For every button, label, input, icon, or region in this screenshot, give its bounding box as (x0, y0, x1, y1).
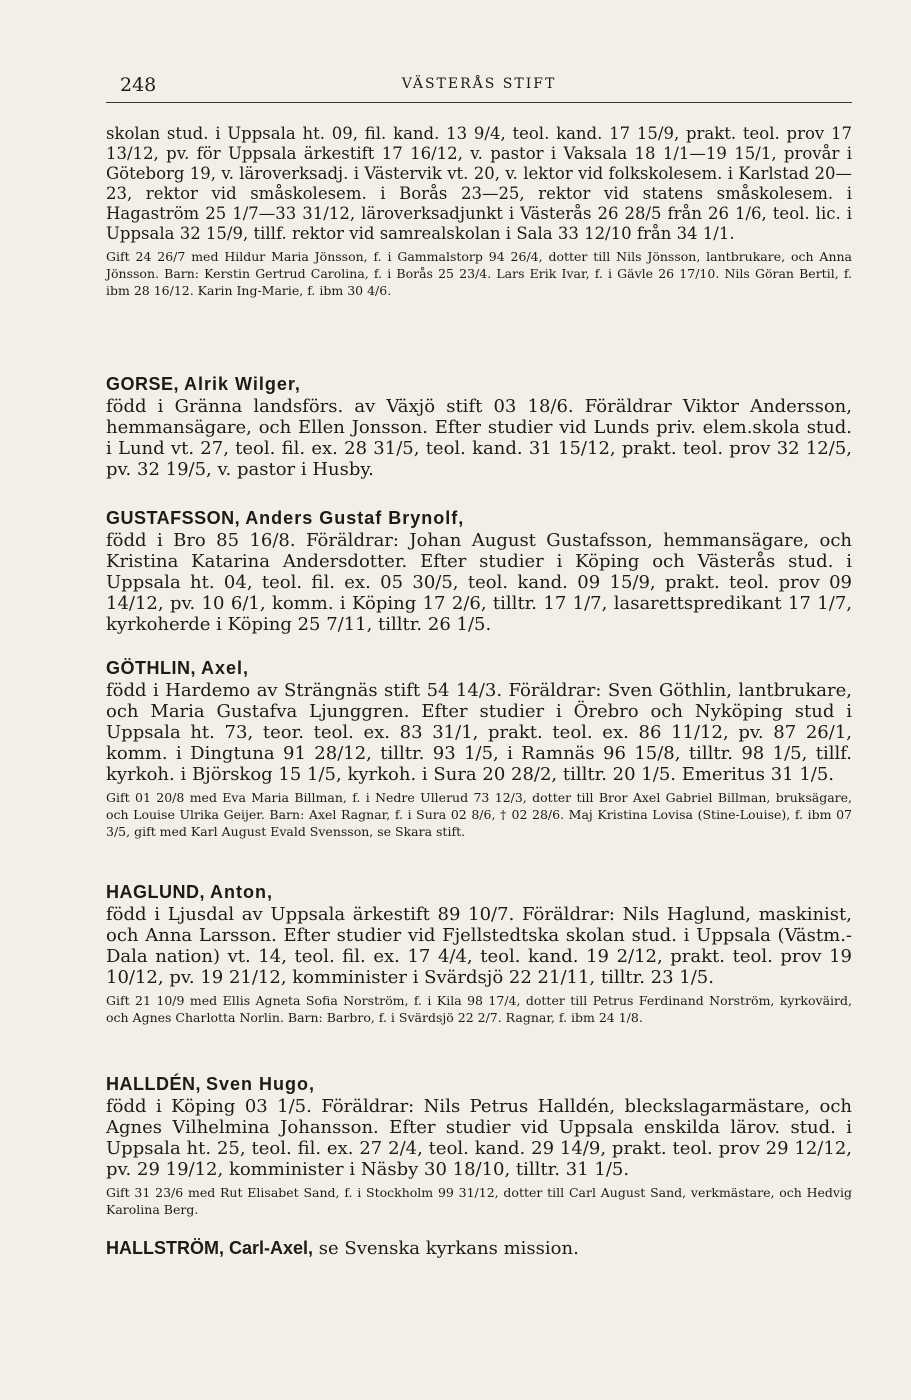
entry-family: Gift 31 23/6 med Rut Elisabet Sand, f. i Stockholm 99 31/12, dotter till Carl August Sand, verkmästare, och Hedvig Karolina Berg. (106, 1185, 852, 1217)
entry-given-names: Anders Gustaf Brynolf, (245, 508, 465, 528)
entry-given-names: Axel, (201, 658, 250, 678)
entry-name (106, 506, 852, 530)
entry-name (106, 1072, 852, 1096)
entry-surname: HAGLUND, (106, 882, 205, 902)
page-header (106, 66, 852, 103)
entry-body: född i Bro 85 16/8. Föräldrar: Johan August Gustafsson, hemmansägare, och Kristina Katarina Andersdotter. Efter studier i Köping och Västerås stud. i Uppsala ht. 04, teol. fil. ex. 05 30/5, teol. kand. 09 15/9, prakt. teol. prov 09 14/12, pv. 10 6/1, komm. i Köping 17 2/6, tilltr. 17 1/7, lasarettspredikant 17 1/7, kyrkoherde i Köping 25 7/11, tilltr. 26 1/5. (106, 530, 852, 635)
entry-given-names: Sven Hugo, (206, 1074, 316, 1094)
entry-given-names: Alrik Wilger, (184, 374, 301, 394)
entry-body: född i Hardemo av Strängnäs stift 54 14/3. Föräldrar: Sven Göthlin, lantbrukare, och Maria Gustafva Ljunggren. Efter studier i Örebro och Nyköping stud i Uppsala ht. 73, teor. teol. ex. 83 31/1, prakt. teol. ex. 86 11/12, pv. 87 26/1, komm. i Dingtuna 91 28/12, tilltr. 93 1/5, i Ramnäs 96 15/8, tilltr. 98 1/5, tillf. kyrkoh. i Björskog 15 1/5, kyrkoh. i Sura 20 28/2, tilltr. 20 1/5. Emeritus 31 1/5. (106, 680, 852, 785)
cross-reference-note: se Svenska kyrkans mission. (318, 1238, 579, 1259)
entry-surname: GORSE, (106, 374, 180, 394)
entry-gustafsson (106, 506, 852, 635)
entry-body: född i Ljusdal av Uppsala ärkestift 89 10/7. Föräldrar: Nils Haglund, maskinist, och Anna Larsson. Efter studier vid Fjellstedtska skolan stud. i Uppsala (Västm.-Dala nation) vt. 14, teol. fil. ex. 17 4/4, teol. kand. 19 2/12, prakt. teol. prov 19 10/12, pv. 19 21/12, komminister i Svärdsjö 22 21/11, tilltr. 23 1/5. (106, 904, 852, 988)
entry-name (106, 656, 852, 680)
entry-name (106, 880, 852, 904)
entry-surname: GUSTAFSSON, (106, 508, 241, 528)
running-title: VÄSTERÅS STIFT (401, 76, 557, 92)
entry-family: Gift 24 26/7 med Hildur Maria Jönsson, f. i Gammalstorp 94 26/4, dotter till Nils Jönsson, lantbrukare, och Anna Jönsson. Barn: Kerstin Gertrud Carolina, f. i Borås 25 23/4. Lars Erik Ivar, f. i Gävle 26 17/10. Nils Göran Bertil, f. ibm 28 16/12. Karin Ing-Marie, f. ibm 30 4/6. (106, 249, 852, 298)
cross-reference (106, 1236, 852, 1261)
entry-hallden (106, 1072, 852, 1218)
entry-body: född i Gränna landsförs. av Växjö stift 03 18/6. Föräldrar Viktor Andersson, hemmansägare, och Ellen Jonsson. Efter studier vid Lunds priv. elem.skola stud. i Lund vt. 27, teol. fil. ex. 28 31/5, teol. kand. 31 15/12, prakt. teol. prov 32 12/5, pv. 32 19/5, v. pastor i Husby. (106, 396, 852, 480)
entry-body: skolan stud. i Uppsala ht. 09, fil. kand. 13 9/4, teol. kand. 17 15/9, prakt. teol. prov 17 13/12, pv. för Uppsala ärkestift 17 16/12, v. pastor i Vaksala 18 1/1—19 15/1, provår i Göteborg 19, v. läroverksadj. i Västervik vt. 20, v. lektor vid folkskolesem. i Karlstad 20—23, rektor vid småskolesem. i Borås 23—25, rektor vid statens småskolesem. i Hagaström 25 1/7—33 31/12, läroverksadjunkt i Västerås 26 28/5 från 26 1/6, teol. lic. i Uppsala 32 15/9, tillf. rektor vid samrealskolan i Sala 33 12/10 från 34 1/1. (106, 124, 852, 243)
entry-gothlin (106, 656, 852, 840)
cross-reference-name: HALLSTRÖM, Carl-Axel, (106, 1238, 314, 1258)
entry-name (106, 372, 852, 396)
entry-haglund (106, 880, 852, 1026)
entry-family: Gift 01 20/8 med Eva Maria Billman, f. i Nedre Ullerud 73 12/3, dotter till Bror Axel Gabriel Billman, bruksägare, och Louise Ulrika Geijer. Barn: Axel Ragnar, f. i Sura 02 8/6, † 02 28/6. Maj Kristina Lovisa (Stine-Louise), f. ibm 07 3/5, gift med Karl August Evald Svensson, se Skara stift. (106, 790, 852, 839)
entry-given-names: Anton, (210, 882, 273, 902)
entry-surname: HALLDÉN, (106, 1074, 201, 1094)
entry-body: född i Köping 03 1/5. Föräldrar: Nils Petrus Halldén, bleckslagarmästare, och Agnes Vilhelmina Johansson. Efter studier vid Uppsala enskilda lärov. stud. i Uppsala ht. 25, teol. fil. ex. 27 2/4, teol. kand. 29 14/9, prakt. teol. prov 29 12/12, pv. 29 19/12, komminister i Näsby 30 18/10, tilltr. 31 1/5. (106, 1096, 852, 1180)
entry-surname: GÖTHLIN, (106, 658, 196, 678)
entry-hallstrom (106, 1236, 852, 1261)
page-number: 248 (120, 74, 157, 96)
entry-gorse (106, 372, 852, 480)
entry-family: Gift 21 10/9 med Ellis Agneta Sofia Norström, f. i Kila 98 17/4, dotter till Petrus Ferdinand Norström, kyrkoväird, och Agnes Charlotta Norlin. Barn: Barbro, f. i Svärdsjö 22 2/7. Ragnar, f. ibm 24 1/8. (106, 993, 852, 1025)
entry-continued (106, 124, 852, 299)
